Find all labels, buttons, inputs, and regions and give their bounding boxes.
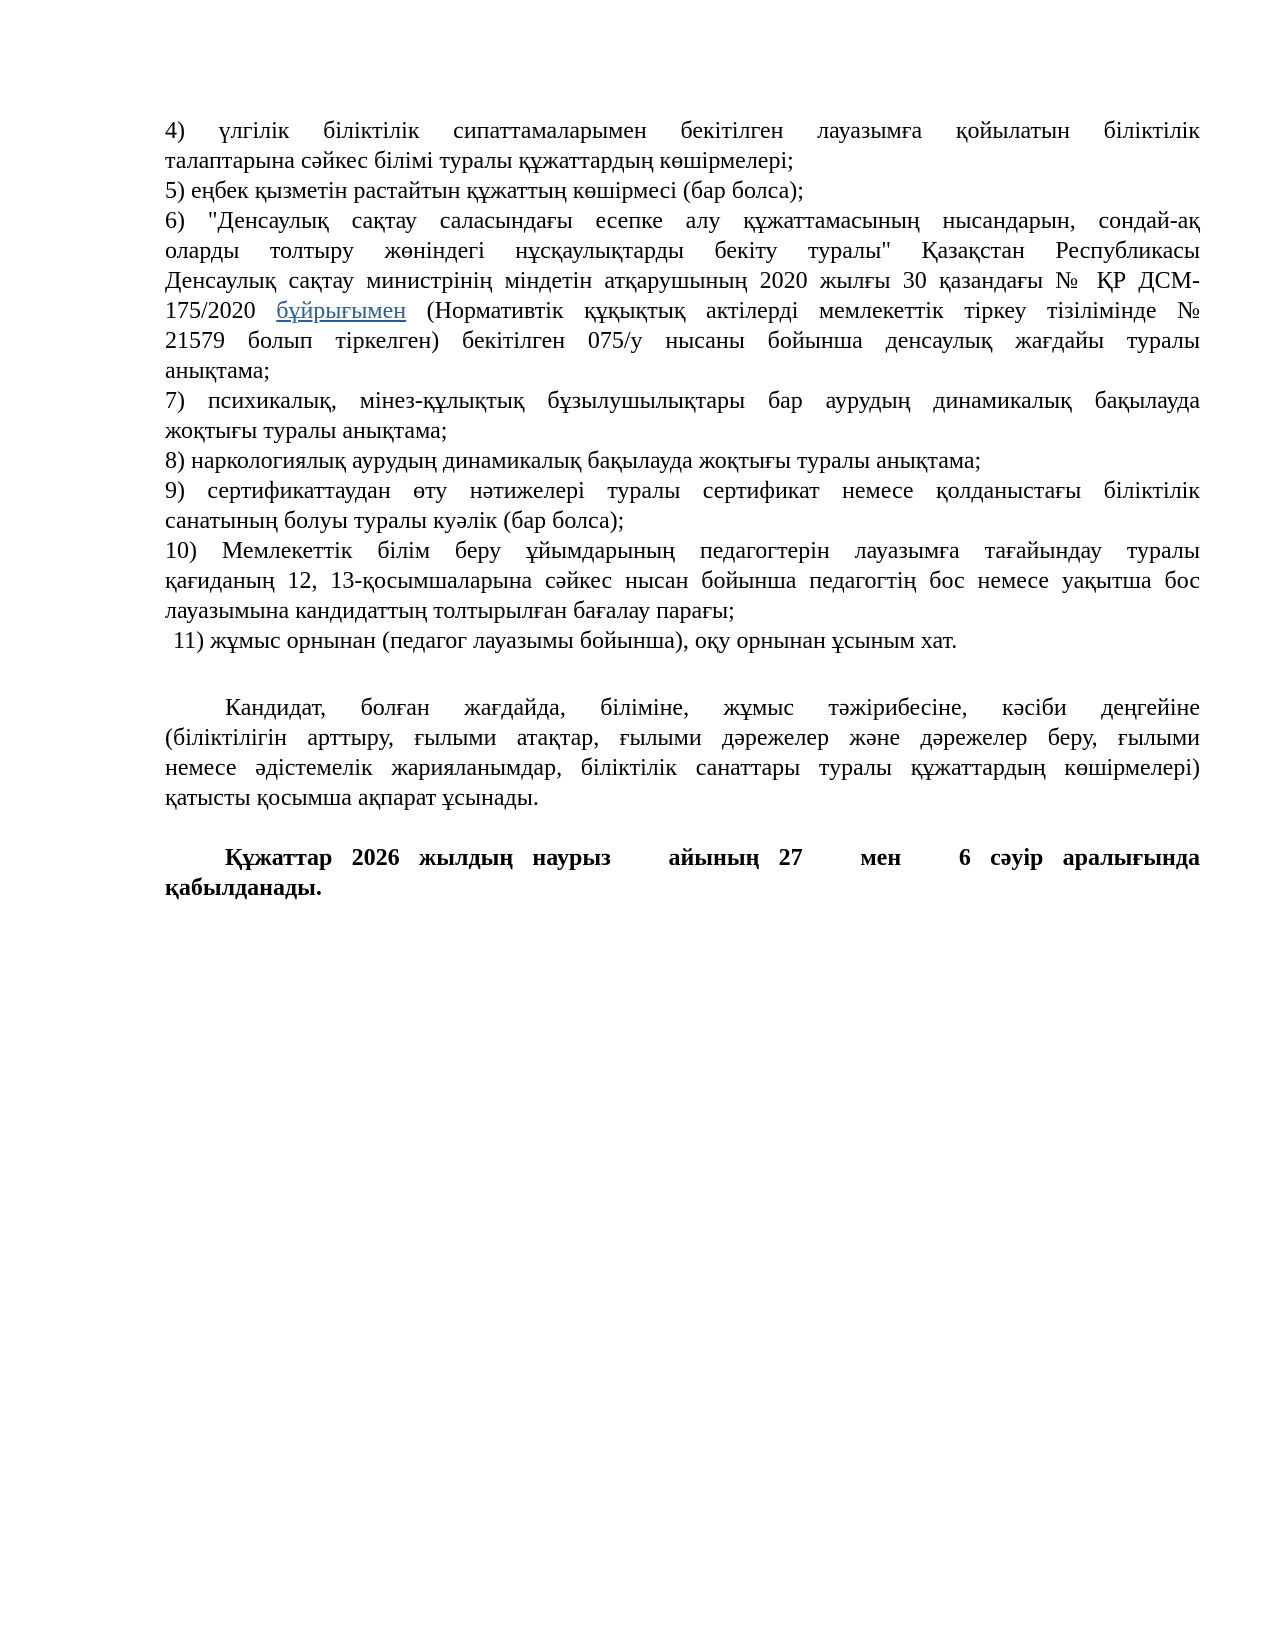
text-segment: 175/2020 [165,298,277,324]
text-segment: анықтама; [165,358,271,384]
item-6 [165,206,1200,386]
text-segment: 8) наркологиялық аурудың динамикалық бақылауда жоқтығы туралы анықтама; [165,448,982,474]
text-line [165,416,1200,446]
text-line [165,476,1200,506]
text-segment: лауазымына кандидаттың толтырылған бағалау парағы; [165,598,735,624]
text-segment: 6) "Денсаулық сақтау саласындағы есепке алу құжаттамасының нысандарын, сондай-ақ [165,208,1200,234]
document-text [165,116,1200,903]
text-segment: оларды толтыру жөніндегі нұсқаулықтарды бекіту туралы" Қазақстан Республикасы [165,238,1200,264]
text-segment: (Нормативтік құқықтық актілерді мемлекеттік тіркеу тізілімінде № [406,298,1200,324]
text-line [165,753,1200,783]
text-segment: қатысты қосымша ақпарат ұсынады. [165,785,539,811]
text-segment: Құжаттар 2026 жылдың наурыз айының 27 мен 6 сәуір аралығында [225,845,1200,871]
text-line [165,506,1200,536]
text-line [165,723,1200,753]
deadline-paragraph [165,843,1200,903]
text-segment: жоқтығы туралы анықтама; [165,418,448,444]
text-segment: қағиданың 12, 13-қосымшаларына сәйкес нысан бойынша педагогтің бос немесе уақытша бос [165,568,1200,594]
text-line [165,296,1200,326]
text-line [165,146,1200,176]
text-line [165,446,1200,476]
text-segment: Кандидат, болған жағдайда, біліміне, жұмыс тәжірибесіне, кәсіби деңгейіне [225,695,1200,721]
text-line [165,596,1200,626]
text-segment: Денсаулық сақтау министрінің міндетін атқарушының 2020 жылғы 30 қазандағы № ҚР ДСМ- [165,268,1200,294]
text-line [165,783,1200,813]
text-segment: 4) үлгілік біліктілік сипаттамаларымен бекітілген лауазымға қойылатын біліктілік [165,118,1200,144]
order-175-2020-link[interactable]: бұйрығымен [276,298,407,324]
text-line [165,843,1200,873]
item-8 [165,446,1200,476]
text-line [165,386,1200,416]
text-line [165,873,1200,903]
text-segment: 21579 болып тіркелген) бекітілген 075/у нысаны бойынша денсаулық жағдайы туралы [165,328,1200,354]
text-segment: 10) Мемлекеттік білім беру ұйымдарының педагогтерін лауазымға тағайындау туралы [165,538,1200,564]
text-line [165,693,1200,723]
text-segment: 11) жұмыс орнынан (педагог лауазымы бойынша), оқу орнынан ұсыным хат. [173,628,958,654]
text-segment: қабылданады. [165,875,322,901]
text-line [165,116,1200,146]
item-11 [165,626,1200,656]
text-line [165,236,1200,266]
text-segment: 5) еңбек қызметін растайтын құжаттың көшірмесі (бар болса); [165,178,804,204]
text-line [165,566,1200,596]
text-segment: немесе әдістемелік жарияланымдар, біліктілік санаттары туралы құжаттардың көшірмелері) [165,755,1200,781]
item-5 [165,176,1200,206]
text-segment: 7) психикалық, мінез-құлықтық бұзылушылықтары бар аурудың динамикалық бақылауда [165,388,1200,414]
text-line [165,326,1200,356]
text-line [165,266,1200,296]
text-line [165,356,1200,386]
text-line [165,626,1200,656]
text-line [165,536,1200,566]
item-7 [165,386,1200,446]
text-line [165,206,1200,236]
text-segment: талаптарына сәйкес білімі туралы құжаттардың көшірмелері; [165,148,794,174]
text-segment: санатының болуы туралы куәлік (бар болса); [165,508,625,534]
text-line [165,176,1200,206]
text-segment: 9) сертификаттаудан өту нәтижелері туралы сертификат немесе қолданыстағы біліктілік [165,478,1200,504]
item-4 [165,116,1200,176]
item-9 [165,476,1200,536]
item-10 [165,536,1200,626]
candidate-paragraph [165,693,1200,813]
text-segment: (біліктілігін арттыру, ғылыми атақтар, ғылыми дәрежелер және дәрежелер беру, ғылыми [165,725,1200,751]
